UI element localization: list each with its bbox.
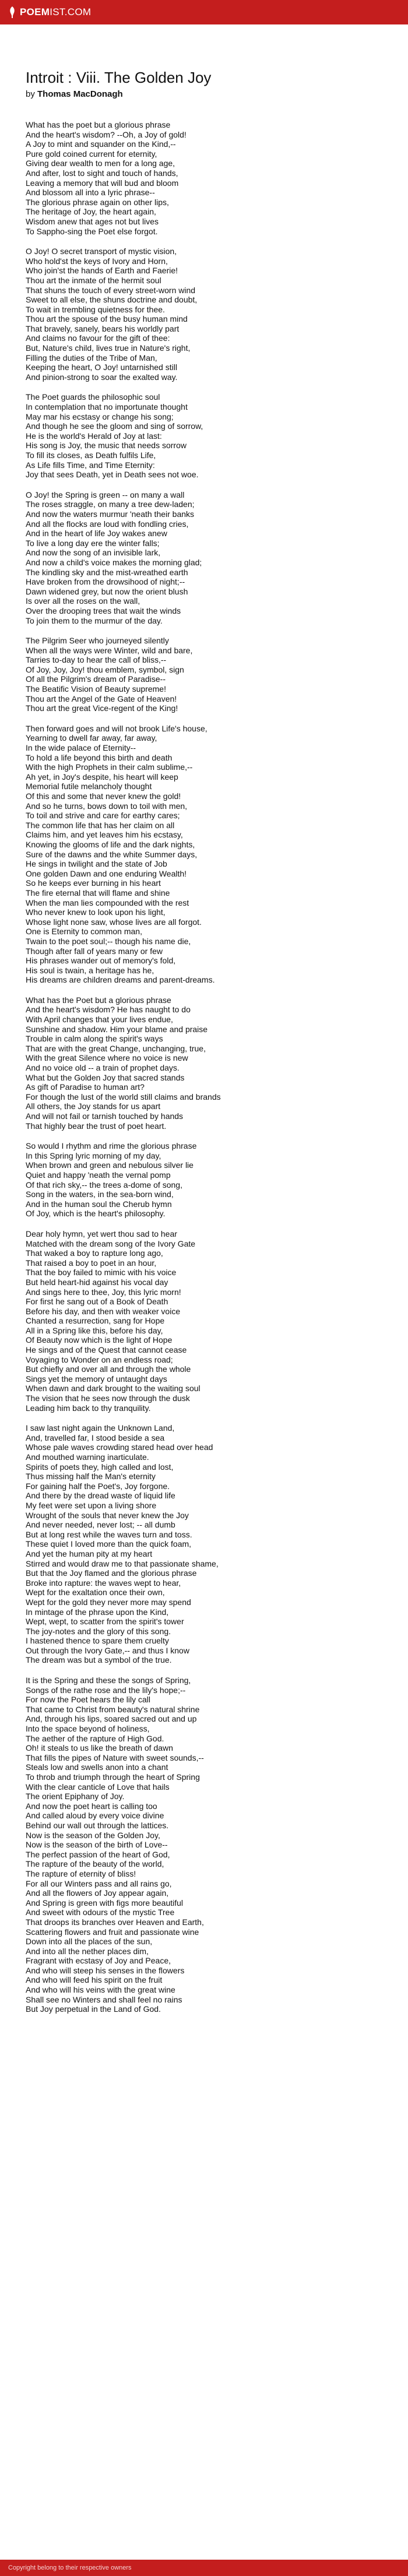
poem-line: In mintage of the phrase upon the Kind, xyxy=(26,1607,169,1617)
poem-line: Keeping the heart, O Joy! untarnished still xyxy=(26,363,177,372)
byline-prefix: by xyxy=(26,89,35,99)
poem-line: With the clear canticle of Love that hails xyxy=(26,1782,170,1792)
poem-line: Down into all the places of the sun, xyxy=(26,1937,153,1947)
poem-line: And there by the dread waste of liquid life xyxy=(26,1491,175,1501)
poem-line: That bravely, sanely, bears his worldly part xyxy=(26,323,180,333)
poem-line: Of Joy, which is the heart's philosophy. xyxy=(26,1209,166,1219)
poem-line: To hold a life beyond this birth and death xyxy=(26,752,173,762)
poem-line: One is Eternity to common man, xyxy=(26,927,142,937)
poem-line: And into all the nether places dim, xyxy=(26,1946,149,1956)
poem-line: And who will his veins with the great wine xyxy=(26,1985,175,1995)
poem-line: Whose pale waves crowding stared head over head xyxy=(26,1442,213,1452)
poem-line: His dreams are children dreams and parent-dreams. xyxy=(26,975,215,985)
logo-text-light: IST.COM xyxy=(50,6,92,17)
poem-line: With the high Prophets in their calm sublime,-- xyxy=(26,762,193,772)
poem-line: What but the Golden Joy that sacred stands xyxy=(26,1072,185,1082)
poem-line: When dawn and dark brought to the waiting soul xyxy=(26,1384,201,1393)
poem-line: The Poet guards the philosophic soul xyxy=(26,392,160,402)
poem-line: The kindling sky and the mist-wreathed earth xyxy=(26,567,188,577)
poem-line: That fills the pipes of Nature with sweet sounds,-- xyxy=(26,1752,204,1762)
poem-line: What has the Poet but a glorious phrase xyxy=(26,995,171,1005)
poem-line: With April changes that your lives endue, xyxy=(26,1015,173,1025)
poem-line: Is over all the roses on the wall, xyxy=(26,596,140,606)
poem-line: Over the drooping trees that wait the winds xyxy=(26,606,181,615)
poem-line: To toil and strive and care for earthy cares; xyxy=(26,811,180,821)
poem-line: The glorious phrase again on other lips, xyxy=(26,197,169,207)
poem-line: Thou art the spouse of the busy human mind xyxy=(26,314,188,324)
poem-line: Stirred and would draw me to that passionate shame, xyxy=(26,1558,219,1568)
poem-line: And though he see the gloom and sing of sorrow, xyxy=(26,421,203,431)
poem-line: In the wide palace of Eternity-- xyxy=(26,743,136,753)
poem-stanza xyxy=(26,1229,408,1413)
poem-line: Wept for the gold they never more may spend xyxy=(26,1597,191,1607)
poem-line: Of this and some that never knew the gold! xyxy=(26,791,181,801)
poem-stanza xyxy=(26,1423,408,1665)
poem-line: His phrases wander out of memory's fold, xyxy=(26,956,176,966)
poem-title: Introit : Viii. The Golden Joy xyxy=(26,69,212,86)
poem-line: All others, the Joy stands for us apart xyxy=(26,1102,161,1111)
poem-line: Quiet and happy 'neath the vernal pomp xyxy=(26,1170,171,1180)
poem-line: That raised a boy to poet in an hour, xyxy=(26,1258,157,1268)
poem-line: That droops its branches over Heaven and Earth, xyxy=(26,1917,204,1927)
poem-line: Thus missing half the Man's eternity xyxy=(26,1472,156,1481)
poem-line: And will not fail or tarnish touched by hands xyxy=(26,1111,184,1121)
poem-line: All in a Spring like this, before his day, xyxy=(26,1325,163,1335)
poem-line: But held heart-hid against his vocal day xyxy=(26,1277,168,1287)
poem-line: The roses straggle, on many a tree dew-laden; xyxy=(26,499,195,509)
poem-line: The Pilgrim Seer who journeyed silently xyxy=(26,636,169,646)
poem-line: The orient Epiphany of Joy. xyxy=(26,1792,125,1801)
poem-line: To Sappho-sing the Poet else forgot. xyxy=(26,226,158,236)
poem-line: Who join'st the hands of Earth and Faerie! xyxy=(26,266,178,276)
poem-line: May mar his ecstasy or change his song; xyxy=(26,411,174,421)
poem-line: As Life fills Time, and Time Eternity: xyxy=(26,460,155,470)
poem-line: The perfect passion of the heart of God, xyxy=(26,1849,170,1859)
poem-line: Matched with the dream song of the Ivory Gate xyxy=(26,1238,196,1248)
poem-line: He sings and of the Quest that cannot cease xyxy=(26,1345,187,1355)
poem-stanza xyxy=(26,724,408,985)
poem-line: To throb and triumph through the heart of Spring xyxy=(26,1772,200,1782)
poem-line: Oh! it steals to us like the breath of dawn xyxy=(26,1743,173,1753)
poem-line: Behind our wall out through the lattices. xyxy=(26,1820,169,1830)
poem-line: Wisdom anew that ages not but lives xyxy=(26,216,159,226)
poem-line: Dear holy hymn, yet wert thou sad to hear xyxy=(26,1229,177,1238)
poem-line: For first he sang out of a Book of Death xyxy=(26,1297,168,1307)
poem-stanza xyxy=(26,247,408,382)
poem-line: Thou art the inmate of the hermit soul xyxy=(26,275,161,285)
poem-line: Sweet to all else, the shuns doctrine and doubt, xyxy=(26,295,198,305)
poem-stanza xyxy=(26,1676,408,2014)
poem-body xyxy=(26,120,408,2014)
poem-stanza xyxy=(26,1141,408,1219)
poem-line: I saw last night again the Unknown Land, xyxy=(26,1423,175,1433)
poem-line: Fragrant with ecstasy of Joy and Peace, xyxy=(26,1956,171,1966)
poem-line: The fire eternal that will flame and shine xyxy=(26,888,170,898)
poem-line: As gift of Paradise to human art? xyxy=(26,1082,145,1092)
poem-line: He sings in twilight and the state of Job xyxy=(26,859,167,869)
poem-line: Chanted a resurrection, sang for Hope xyxy=(26,1316,165,1326)
poem-line: Wrought of the souls that never knew the Joy xyxy=(26,1510,189,1520)
poem-line: Tarries to-day to hear the call of bliss,-- xyxy=(26,655,167,665)
poem-line: O Joy! the Spring is green -- on many a wall xyxy=(26,490,185,499)
poem-line: Memorial futile melancholy thought xyxy=(26,782,152,791)
poem-stanza xyxy=(26,120,408,236)
poem-line: Spirits of poets they, high called and lost, xyxy=(26,1462,174,1472)
poem-line: And in the human soul the Cherub hymn xyxy=(26,1199,172,1209)
poem-line: And in the heart of life Joy wakes anew xyxy=(26,529,167,539)
poem-line: So he keeps ever burning in his heart xyxy=(26,878,161,888)
poem-line: Of all the Pilgrim's dream of Paradise-- xyxy=(26,674,166,684)
poem-line: My feet were set upon a living shore xyxy=(26,1500,157,1510)
poem-line: Scattering flowers and fruit and passionate wine xyxy=(26,1927,199,1937)
poem-line: Twain to the poet soul;-- though his name die, xyxy=(26,936,191,946)
poem-line: And sweet with odours of the mystic Tree xyxy=(26,1908,175,1917)
poem-line: To live a long day ere the winter falls; xyxy=(26,538,160,548)
poem-line: And claims no favour for the gift of thee: xyxy=(26,333,170,343)
poem-line: Have broken from the drowsihood of night;-- xyxy=(26,577,185,587)
poem-line: Wept, wept, to scatter from the spirit's tower xyxy=(26,1617,184,1627)
feather-pen-icon xyxy=(8,6,16,18)
poem-author[interactable]: Thomas MacDonagh xyxy=(37,89,123,99)
poem-stanza xyxy=(26,636,408,713)
poem-line: The aether of the rapture of High God. xyxy=(26,1733,164,1743)
poem-line: Dawn widened grey, but now the orient blush xyxy=(26,586,188,596)
poem-line: And now the waters murmur 'neath their banks xyxy=(26,509,195,519)
poem-stanza xyxy=(26,490,408,625)
poem-line: And mouthed warning inarticulate. xyxy=(26,1452,149,1462)
poem-line: To fill its closes, as Death fulfils Life, xyxy=(26,451,156,460)
poem-line: Songs of the rathe rose and the lily's hope;-- xyxy=(26,1685,186,1695)
poem-line: For gaining half the Poet's, Joy forgone. xyxy=(26,1481,170,1491)
poem-line: Knowing the glooms of life and the dark nights, xyxy=(26,839,195,849)
poem-line: Giving dear wealth to men for a long age, xyxy=(26,159,175,168)
poem-line: Claims him, and yet leaves him his ecstasy, xyxy=(26,830,183,840)
poem-line: And now a child's voice makes the morning glad; xyxy=(26,557,202,567)
poem-line: For now the Poet hears the lily call xyxy=(26,1695,150,1705)
poem-line: That the boy failed to mimic with his voice xyxy=(26,1268,177,1278)
poem-line: Song in the waters, in the sea-born wind, xyxy=(26,1190,174,1199)
poem-line: And all the flowers of Joy appear again, xyxy=(26,1888,169,1898)
poem-line: And yet the human pity at my heart xyxy=(26,1549,153,1558)
poem-line: Wept for the exaltation once their own, xyxy=(26,1588,165,1597)
poem-line: When all the ways were Winter, wild and bare, xyxy=(26,645,193,655)
poem-line: That came to Christ from beauty's natural shrine xyxy=(26,1704,200,1714)
poem-line: And the heart's wisdom? --Oh, a Joy of gold! xyxy=(26,129,187,139)
site-footer xyxy=(0,2560,408,2576)
poem-line: So would I rhythm and rime the glorious phrase xyxy=(26,1141,197,1151)
poem-line: The common life that has her claim on all xyxy=(26,820,175,830)
poem-line: And after, lost to sight and touch of hands, xyxy=(26,168,178,178)
poem-line: Joy that sees Death, yet in Death sees not woe. xyxy=(26,470,199,480)
poem-line: Then forward goes and will not brook Life's house, xyxy=(26,723,207,733)
poem-line: And called aloud by every voice divine xyxy=(26,1811,164,1821)
poem-line: I hastened thence to spare them cruelty xyxy=(26,1636,169,1646)
poem-line: He is the world's Herald of Joy at last: xyxy=(26,431,162,441)
poem-line: O Joy! O secret transport of mystic vision, xyxy=(26,247,177,256)
poem-line: Of Joy, Joy, Joy! thou emblem, symbol, sign xyxy=(26,664,184,674)
poem-line: And now the song of an invisible lark, xyxy=(26,548,161,558)
poem-line: What has the poet but a glorious phrase xyxy=(26,120,171,129)
poem-line: Steals low and swells anon into a chant xyxy=(26,1762,168,1772)
logo-text-bold: POEM xyxy=(20,6,50,17)
poem-line: And all the flocks are loud with fondling cries, xyxy=(26,519,189,529)
poem-line: That shuns the touch of every street-worn wind xyxy=(26,285,196,295)
poem-line: And pinion-strong to soar the exalted way. xyxy=(26,372,178,382)
poem-line: But at long rest while the waves turn and toss. xyxy=(26,1529,192,1539)
poem-line: Filling the duties of the Tribe of Man, xyxy=(26,353,157,363)
poem-line: His soul is twain, a heritage has he, xyxy=(26,965,154,975)
poem-line: These quiet I loved more than the quick foam, xyxy=(26,1539,192,1549)
poem-line: Out through the Ivory Gate,-- and thus I know xyxy=(26,1645,189,1655)
poem-line: And, through his lips, soared sacred out and up xyxy=(26,1714,197,1724)
poem-line: Before his day, and then with weaker voice xyxy=(26,1306,181,1316)
poem-line: And Spring is green with figs more beautiful xyxy=(26,1898,184,1908)
poem-line: When brown and green and nebulous silver lie xyxy=(26,1160,194,1170)
poem-line: The dream was but a symbol of the true. xyxy=(26,1655,172,1665)
poem-line: The rapture of eternity of bliss! xyxy=(26,1868,136,1878)
poem-line: That are with the great Change, unchanging, true, xyxy=(26,1043,206,1053)
footer-copyright: Copyright belong to their respective owners xyxy=(8,2564,132,2571)
poem-line: Though after fall of years many or few xyxy=(26,946,163,956)
poem-line: And who will feed his spirit on the fruit xyxy=(26,1975,163,1985)
poem-line: To join them to the murmur of the day. xyxy=(26,615,163,625)
poem-line: In this Spring lyric morning of my day, xyxy=(26,1150,161,1160)
poem-line: Sunshine and shadow. Him your blame and praise xyxy=(26,1024,208,1034)
poem-line: For all our Winters pass and all rains go, xyxy=(26,1878,172,1888)
poem-line: Thou art the great Vice-regent of the King! xyxy=(26,703,178,713)
poem-line: The vision that he sees now through the dusk xyxy=(26,1393,190,1403)
poem-line: A Joy to mint and squander on the Kind,-- xyxy=(26,139,176,149)
poem-line: To wait in trembling quietness for thee. xyxy=(26,304,165,314)
poem-line: Trouble in calm along the spirit's ways xyxy=(26,1034,163,1044)
poem-line: But Joy perpetual in the Land of God. xyxy=(26,2004,161,2014)
logo-text xyxy=(20,6,91,18)
poem-line: One golden Dawn and one enduring Wealth! xyxy=(26,868,187,878)
poem-line: And never needed, never lost; -- all dumb xyxy=(26,1520,175,1530)
poem-line: Voyaging to Wonder on an endless road; xyxy=(26,1354,173,1364)
poem-line: And, travelled far, I stood beside a sea xyxy=(26,1433,165,1442)
poem-line: Who never knew to look upon his light, xyxy=(26,907,166,917)
poem-line: And blossom all into a lyric phrase-- xyxy=(26,188,155,198)
poem-line: In contemplation that no importunate thought xyxy=(26,402,188,412)
poem-line: That waked a boy to rapture long ago, xyxy=(26,1248,163,1258)
poem-line: For though the lust of the world still claims and brands xyxy=(26,1092,221,1102)
poem-line: That highly bear the trust of poet heart. xyxy=(26,1121,167,1131)
poem-line: It is the Spring and these the songs of Spring, xyxy=(26,1676,191,1685)
poem-line: Broke into rapture: the waves wept to hear, xyxy=(26,1578,181,1588)
poem-line: Leaving a memory that will bud and bloom xyxy=(26,178,179,188)
poem-line: Of that rich sky,-- the trees a-dome of song, xyxy=(26,1180,182,1190)
poem-line: Pure gold coined current for eternity, xyxy=(26,149,157,159)
poem-stanza xyxy=(26,392,408,479)
poem-line: And sings here to thee, Joy, this lyric morn! xyxy=(26,1287,181,1297)
poem-line: And who will steep his senses in the flowers xyxy=(26,1965,185,1975)
poem-line: And no voice old -- a train of prophet days. xyxy=(26,1063,180,1073)
poem-line: And the heart's wisdom? He has naught to do xyxy=(26,1005,191,1015)
poem-line: With the great Silence where no voice is new xyxy=(26,1053,188,1063)
poem-line: Shall see no Winters and shall feel no rains xyxy=(26,1994,182,2004)
poem-line: Into the space beyond of holiness, xyxy=(26,1724,150,1734)
poem-line: The rapture of the beauty of the world, xyxy=(26,1859,164,1869)
poem-line: But that the Joy flamed and the glorious phrase xyxy=(26,1568,197,1578)
poem-line: The joy-notes and the glory of this song. xyxy=(26,1626,171,1636)
poem-line: Leading him back to thy tranquility. xyxy=(26,1403,151,1413)
poem-line: Yearning to dwell far away, far away, xyxy=(26,733,157,743)
poem-line: Now is the season of the Golden Joy, xyxy=(26,1830,160,1840)
poem-line: Who hold'st the keys of Ivory and Horn, xyxy=(26,256,168,266)
site-header xyxy=(0,0,408,24)
poem-line: Sings yet the memory of untaught days xyxy=(26,1374,167,1384)
site-logo[interactable] xyxy=(8,6,91,18)
poem-line: And now the poet heart is calling too xyxy=(26,1801,157,1811)
poem-line: Of Beauty now which is the light of Hope xyxy=(26,1335,173,1345)
poem-container xyxy=(0,24,408,2014)
poem-line: But, Nature's child, lives true in Nature's right, xyxy=(26,343,191,353)
poem-stanza xyxy=(26,995,408,1131)
poem-line: Thou art the Angel of the Gate of Heaven! xyxy=(26,694,177,703)
poem-line: Whose light none saw, whose lives are all forgot. xyxy=(26,917,202,927)
poem-line: Ah yet, in Joy's despite, his heart will keep xyxy=(26,772,178,782)
poem-byline xyxy=(26,89,408,99)
poem-line: Sure of the dawns and the white Summer days, xyxy=(26,849,198,859)
poem-line: But chiefly and over all and through the whole xyxy=(26,1364,191,1374)
poem-line: And so he turns, bows down to toil with men, xyxy=(26,801,188,811)
poem-line: The Beatific Vision of Beauty supreme! xyxy=(26,684,166,694)
poem-line: His song is Joy, the music that needs sorrow xyxy=(26,441,187,451)
poem-line: When the man lies compounded with the rest xyxy=(26,898,189,907)
poem-line: The heritage of Joy, the heart again, xyxy=(26,207,156,217)
poem-line: Now is the season of the birth of Love-- xyxy=(26,1840,168,1850)
